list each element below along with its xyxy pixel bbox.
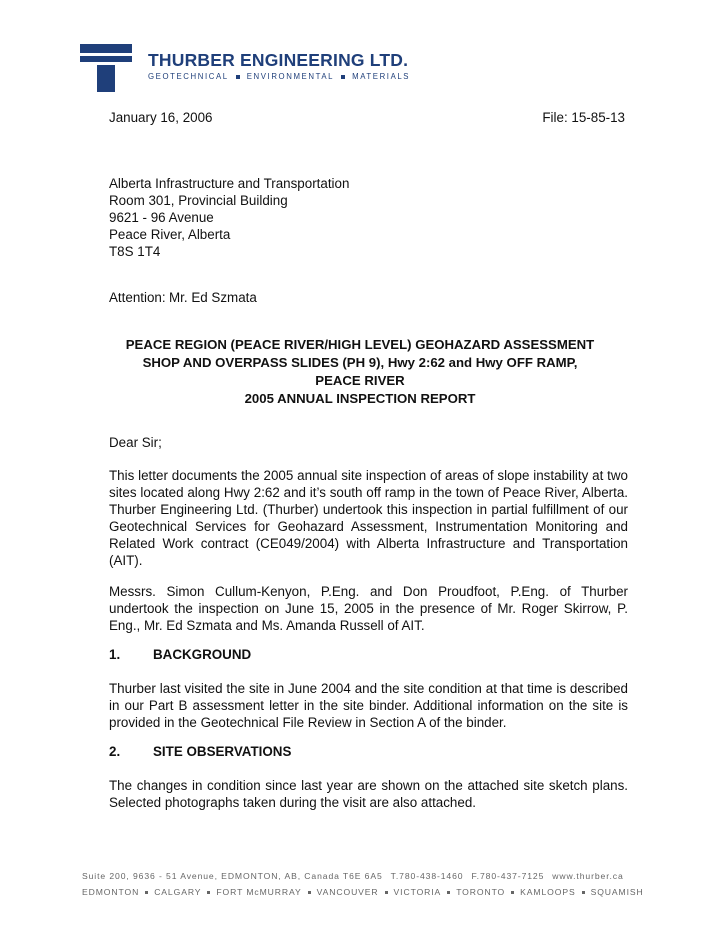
subject-block	[100, 336, 620, 408]
footer-street: Suite 200, 9636 - 51 Avenue, EDMONTON, AB, Canada T6E 6A5	[82, 871, 383, 881]
company-name: THURBER ENGINEERING LTD.	[148, 50, 409, 70]
section-title: BACKGROUND	[153, 647, 252, 662]
footer-city: KAMLOOPS	[520, 887, 576, 897]
paragraph-intro: This letter documents the 2005 annual site inspection of areas of slope instability at two sites located along Hwy 2:62 and it’s south off ramp in the town of Peace River, Alberta. Thurber Engineering Ltd. (Thurber) undertook this inspection in partial fulfillment of our Geotechnical Services for Geohazard Assessment, Instrumentation Monitoring and Related Work contract (CE049/2004) with Alberta Infrastructure and Transportation (AIT).	[109, 468, 628, 568]
bullet-icon	[207, 891, 210, 894]
bullet-icon	[447, 891, 450, 894]
section-heading-background	[109, 647, 251, 662]
attention-name: Mr. Ed Szmata	[169, 290, 257, 305]
address-line: Room 301, Provincial Building	[109, 193, 288, 208]
footer-address	[82, 871, 632, 881]
subject-line: PEACE RIVER	[315, 373, 405, 388]
file-reference: File: 15-85-13	[542, 110, 625, 125]
salutation: Dear Sir;	[109, 435, 162, 450]
footer-cities	[82, 887, 644, 897]
footer-city: VANCOUVER	[316, 887, 379, 897]
address-line: 9621 - 96 Avenue	[109, 210, 214, 225]
attention-label: Attention:	[109, 290, 166, 305]
attention-line	[109, 289, 628, 306]
footer-city: VICTORIA	[393, 887, 442, 897]
section-number: 2.	[109, 744, 121, 759]
address-line: T8S 1T4	[109, 244, 161, 259]
footer-city: FORT McMURRAY	[216, 887, 302, 897]
footer-city: SQUAMISH	[590, 887, 644, 897]
footer-city: TORONTO	[456, 887, 506, 897]
recipient-address	[109, 175, 628, 260]
bullet-icon	[145, 891, 148, 894]
tagline-materials: MATERIALS	[352, 72, 411, 81]
paragraph-inspectors: Messrs. Simon Cullum-Kenyon, P.Eng. and Don Proudfoot, P.Eng. of Thurber undertook the inspection on June 15, 2005 in the presence of Mr. Roger Skirrow, P. Eng., Mr. Ed Szmata and Ms. Amanda Russell of AIT.	[109, 584, 628, 633]
section-number: 1.	[109, 647, 121, 662]
bullet-icon	[511, 891, 514, 894]
footer-fax: F.780-437-7125	[471, 871, 545, 881]
bullet-icon	[341, 75, 345, 79]
footer-city: CALGARY	[154, 887, 202, 897]
paragraph-background: Thurber last visited the site in June 2004 and the site condition at that time is described in our Part B assessment letter in the site binder. Additional information on the site is provided in the Geotechnical File Review in Section A of the binder.	[109, 681, 628, 730]
subject-line: SHOP AND OVERPASS SLIDES (PH 9), Hwy 2:62 and Hwy OFF RAMP,	[142, 355, 578, 370]
footer-website: www.thurber.ca	[552, 871, 624, 881]
tagline-environmental: ENVIRONMENTAL	[246, 72, 335, 81]
subject-line: 2005 ANNUAL INSPECTION REPORT	[244, 391, 476, 406]
bullet-icon	[236, 75, 240, 79]
company-tagline	[148, 72, 410, 81]
bullet-icon	[582, 891, 585, 894]
address-line: Peace River, Alberta	[109, 227, 231, 242]
letter-date: January 16, 2006	[109, 110, 213, 125]
bullet-icon	[385, 891, 388, 894]
footer-phone: T.780-438-1460	[390, 871, 464, 881]
section-title: SITE OBSERVATIONS	[153, 744, 292, 759]
thurber-logo-icon	[80, 44, 132, 92]
bullet-icon	[308, 891, 311, 894]
tagline-geotechnical: GEOTECHNICAL	[148, 72, 229, 81]
paragraph-observations: The changes in condition since last year are shown on the attached site sketch plans. Selected photographs taken during the visit are also attached.	[109, 778, 628, 810]
section-heading-site-observations	[109, 744, 291, 759]
subject-line: PEACE REGION (PEACE RIVER/HIGH LEVEL) GEOHAZARD ASSESSMENT	[125, 337, 595, 352]
footer-city: EDMONTON	[82, 887, 140, 897]
address-line: Alberta Infrastructure and Transportation	[109, 176, 350, 191]
